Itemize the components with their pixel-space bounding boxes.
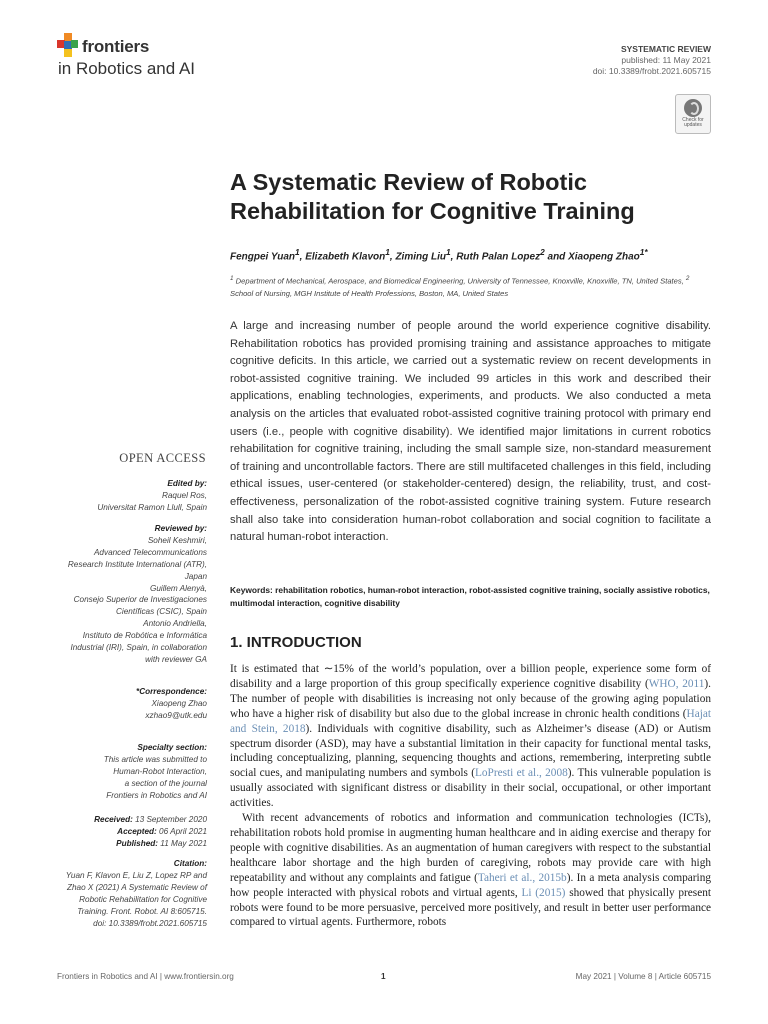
dates-block — [40, 814, 207, 850]
sidebar-line: Training. Front. Robot. AI 8:605715. — [77, 906, 207, 916]
sidebar-line: This article was submitted to — [103, 754, 207, 764]
sidebar-line: with reviewer GA — [145, 654, 207, 664]
body-paragraph — [230, 811, 711, 930]
author-name[interactable]: Ziming Liu — [395, 251, 446, 263]
author-list: Fengpei Yuan$^1$, Elizabeth Klavon$^1$, Ziming Liu$^1$, Ruth Palan Lopez$^2$ and Xiaopeng Zhao$^{1*}$ — [230, 247, 648, 263]
article-header — [593, 44, 711, 77]
published-date-sidebar — [40, 838, 207, 850]
keywords-text: rehabilitation robotics, human-robot interaction, robot-assisted cognitive training, socially assistive robotics, multimodal interaction, cognitive disability — [230, 585, 710, 608]
citation-label: Citation: — [173, 859, 207, 868]
check-badge-line: updates — [684, 122, 702, 128]
accepted-date — [40, 826, 207, 838]
correspondence-email[interactable]: xzhao9@utk.edu — [145, 710, 207, 720]
citation-doi[interactable]: doi: 10.3389/frobt.2021.605715 — [93, 918, 207, 928]
edited-by-label: Edited by: — [167, 479, 207, 488]
reviewed-by-label: Reviewed by: — [154, 524, 207, 533]
keywords-label: Keywords: — [230, 585, 273, 595]
section-heading: 1. INTRODUCTION — [230, 634, 362, 651]
sidebar-line: Research Institute International (ATR), — [67, 559, 207, 569]
citation-link[interactable]: LoPresti et al., 2008 — [474, 767, 568, 780]
author-name[interactable]: Xiaopeng Zhao — [568, 251, 640, 263]
keywords — [230, 584, 711, 610]
paragraph-text: It is estimated that ∼15% of the world’s population, over a billion people, experience some form of disability and a large proportion of this group specifically experience cognitive disability ( — [230, 663, 711, 690]
sidebar-line: Advanced Telecommunications — [93, 547, 207, 557]
sidebar-line: Human-Robot Interaction, — [113, 766, 207, 776]
specialty-section-block — [40, 742, 207, 802]
author-name[interactable]: Elizabeth Klavon — [305, 251, 386, 263]
sidebar-line: Robotic Rehabilitation for Cognitive — [79, 894, 207, 904]
affiliation-text: School of Nursing, MGH Institute of Health Professions, Boston, MA, United States — [230, 288, 509, 298]
sidebar-line: Xiaopeng Zhao — [151, 698, 207, 708]
paper-title — [230, 168, 710, 226]
received-value: 13 September 2020 — [135, 815, 207, 824]
author-affiliation-marker: 1 — [385, 247, 390, 257]
author-affiliation-marker: 1* — [639, 247, 648, 257]
affiliation-marker: 1 — [230, 275, 234, 282]
reviewed-by-block — [40, 523, 207, 666]
frontiers-logo-icon — [57, 33, 79, 57]
accepted-label: Accepted: — [117, 826, 157, 836]
check-badge-line: Check for — [682, 117, 704, 123]
paragraph-text: showed that physically present robots were found to be more persuasive, perceived more positively, and result in better user performance compared to virtual agents. Furthermore, robots — [230, 886, 712, 929]
accepted-value: 06 April 2021 — [159, 826, 207, 836]
paragraph-text: ). Individuals with cognitive disability, such as Alzheimer’s disease (AD) or Autism spectrum disorder (ASD), may have a substantial limitation in their capacity for functional mental tasks, including conceptualizing, planning, sequencing thoughts and actions, remembering, interpreting subtle social cues, and manipulating numbers and symbols ( — [230, 722, 711, 780]
citation-link[interactable]: Li (2015) — [521, 886, 566, 899]
citation-link[interactable]: Hajat and Stein, 2018 — [230, 707, 711, 735]
sidebar-line: Soheil Keshmiri, — [147, 535, 207, 545]
paragraph-text: ). The number of people with disabilities is increasing not only because of the growing aging population who have a higher risk of disability but also due to the global increase in chronic health conditions ( — [230, 677, 712, 720]
sidebar-line: Universitat Ramon Llull, Spain — [97, 502, 207, 512]
article-type: SYSTEMATIC REVIEW — [620, 44, 711, 54]
sidebar-line: Antonio Andriella, — [143, 619, 207, 629]
sidebar-line: a section of the journal — [124, 778, 207, 788]
citation-link[interactable]: Taheri et al., 2015b — [477, 871, 567, 884]
footer-journal-link[interactable]: Frontiers in Robotics and AI | www.frontiersin.org — [57, 972, 234, 981]
open-access-label: OPEN ACCESS — [119, 451, 206, 465]
affiliations — [230, 273, 700, 300]
received-date — [40, 814, 207, 826]
article-doi[interactable]: doi: 10.3389/frobt.2021.605715 — [592, 66, 711, 76]
citation-link[interactable]: WHO, 2011 — [648, 677, 705, 690]
sidebar-line: Industrial (IRI), Spain, in collaboration — [70, 643, 207, 653]
sidebar-line: Científicas (CSIC), Spain — [115, 607, 207, 617]
citation-block — [40, 858, 207, 929]
title-line: Rehabilitation for Cognitive Training — [230, 198, 635, 224]
paragraph-text: ). This vulnerable population is usually associated with significant distress or disability in their social, occupational, or other important activities. — [230, 767, 711, 810]
journal-brand: frontiers — [82, 37, 150, 56]
sidebar-line: Japan — [184, 571, 207, 581]
affiliation-marker: 2 — [685, 275, 690, 282]
correspondence-label: *Correspondence: — [136, 687, 207, 696]
journal-name: in Robotics and AI — [58, 59, 196, 78]
published-label: Published: — [116, 838, 158, 848]
received-label: Received: — [94, 815, 133, 824]
sidebar-line: Zhao X (2021) A Systematic Review of — [66, 882, 207, 892]
footer-issue-info: May 2021 | Volume 8 | Article 605715 — [575, 972, 711, 981]
abstract: A large and increasing number of people around the world experience cognitive disability. Rehabilitation robotics has provided promising training and assistance approaches to mitigate cognitive deficits. In this article, we carried out a systematic review on recent developments in robot-assisted cognitive training. We included 99 articles in this work and described their applications, enabling technologies, experiments, and products. We also conducted a meta analysis on the articles that evaluated robot-assisted cognitive training protocol with primary end users (i.e., people with cognitive disability). We identified major limitations in current robotics rehabilitation for cognitive training, including the small sample size, non-standard measurement of training and uncontrollable factors. There are still multifaceted challenges in this field, including ethical issues, user-centered (or stakeholder-centered) design, the reliability, trust, and cost-effectiveness, personalization of the robot-assisted cognitive training system. Future research shall also take into consideration human-robot collaboration and social cognition to facilitate a natural human-robot interaction. — [230, 320, 711, 544]
page-number: 1 — [381, 972, 386, 981]
correspondence-block — [40, 686, 207, 722]
affiliation-text: Department of Mechanical, Aerospace, and Biomedical Engineering, University of Tennessee, Knoxville, Knoxville, TN, United States, — [235, 276, 684, 286]
author-affiliation-marker: 1 — [445, 247, 451, 257]
specialty-section-label: Specialty section: — [137, 743, 207, 752]
paragraph-text: ). In a meta analysis comparing how people interacted with physical robots and virtual agents, — [230, 871, 711, 899]
sidebar-line: Raquel Ros, — [161, 490, 207, 500]
author-name[interactable]: Fengpei Yuan — [230, 251, 296, 263]
check-updates-icon — [684, 99, 702, 117]
sidebar-line: Consejo Superior de Investigaciones — [73, 595, 207, 605]
paragraph-text: With recent advancements of robotics and information and communication technologies (ICTs), rehabilitation robots hold promise in augmenting human healthcare and in aiding exercise and therapy for people with cognitive disabilities. As an augmentation of human caregivers with respect to the substantial healthcare labor shortage and the high burden of caregiving, robots may provide care with high repeatability and without any complaints and fatigue ( — [230, 812, 711, 884]
published-value: 11 May 2021 — [160, 838, 207, 848]
author-affiliation-marker: 2 — [540, 247, 545, 257]
check-for-updates-badge[interactable] — [675, 94, 711, 134]
body-text — [230, 662, 711, 930]
title-line: A Systematic Review of Robotic — [230, 169, 587, 195]
sidebar-line: Instituto de Robótica e Informática — [82, 631, 207, 641]
edited-by-block — [40, 478, 207, 514]
author-name[interactable]: Ruth Palan Lopez — [456, 251, 541, 263]
body-paragraph — [230, 662, 711, 811]
sidebar-line: Guillem Alenyà, — [149, 583, 207, 593]
sidebar-line: Yuan F, Klavon E, Liu Z, Lopez RP and — [65, 870, 207, 880]
published-date: published: 11 May 2021 — [621, 55, 711, 65]
sidebar-line: Frontiers in Robotics and AI — [106, 790, 207, 800]
author-affiliation-marker: 1 — [295, 247, 300, 257]
